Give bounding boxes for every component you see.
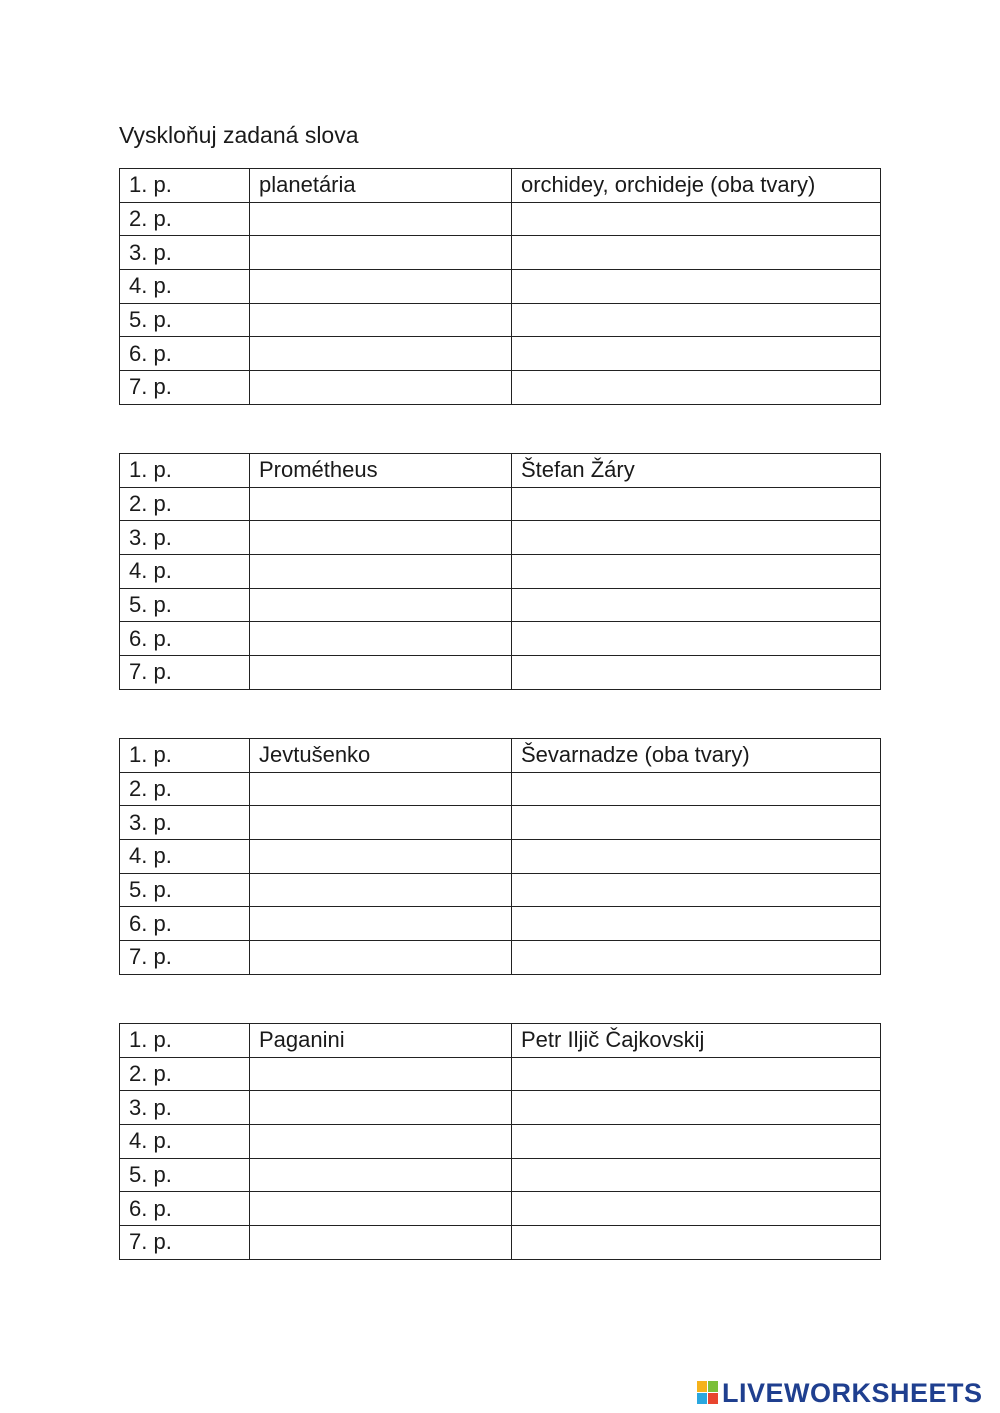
table-row <box>120 873 881 907</box>
word-header-1: Jevtušenko <box>250 739 512 773</box>
case-label: 2. p. <box>120 487 250 521</box>
answer-cell[interactable] <box>250 1057 512 1091</box>
answer-cell[interactable] <box>250 656 512 690</box>
case-label: 5. p. <box>120 1158 250 1192</box>
table-row <box>120 622 881 656</box>
answer-cell[interactable] <box>512 1158 881 1192</box>
case-label: 5. p. <box>120 873 250 907</box>
table-row <box>120 772 881 806</box>
answer-cell[interactable] <box>250 303 512 337</box>
case-label: 2. p. <box>120 202 250 236</box>
table-row <box>120 169 881 203</box>
case-label: 3. p. <box>120 521 250 555</box>
answer-cell[interactable] <box>512 236 881 270</box>
answer-cell[interactable] <box>250 371 512 405</box>
liveworksheets-logo-text: LIVEWORKSHEETS <box>722 1377 983 1408</box>
case-label: 3. p. <box>120 806 250 840</box>
answer-cell[interactable] <box>512 772 881 806</box>
case-label: 4. p. <box>120 270 250 304</box>
table-row <box>120 555 881 589</box>
word-header-2: Ševarnadze (oba tvary) <box>512 739 881 773</box>
case-label: 1. p. <box>120 739 250 773</box>
table-row <box>120 588 881 622</box>
answer-cell[interactable] <box>512 806 881 840</box>
case-label: 6. p. <box>120 1192 250 1226</box>
answer-cell[interactable] <box>250 270 512 304</box>
answer-cell[interactable] <box>512 337 881 371</box>
table-row <box>120 303 881 337</box>
answer-cell[interactable] <box>512 371 881 405</box>
case-label: 2. p. <box>120 1057 250 1091</box>
answer-cell[interactable] <box>512 487 881 521</box>
case-label: 6. p. <box>120 337 250 371</box>
word-header-2: Štefan Žáry <box>512 454 881 488</box>
answer-cell[interactable] <box>250 622 512 656</box>
table-row <box>120 1057 881 1091</box>
declension-table-2 <box>119 453 881 690</box>
answer-cell[interactable] <box>250 873 512 907</box>
word-header-2: orchidey, orchideje (oba tvary) <box>512 169 881 203</box>
answer-cell[interactable] <box>512 555 881 589</box>
table-row <box>120 1091 881 1125</box>
word-header-1: planetária <box>250 169 512 203</box>
table-row <box>120 371 881 405</box>
answer-cell[interactable] <box>512 521 881 555</box>
table-row <box>120 941 881 975</box>
answer-cell[interactable] <box>512 622 881 656</box>
table-row <box>120 806 881 840</box>
answer-cell[interactable] <box>250 840 512 874</box>
answer-cell[interactable] <box>250 337 512 371</box>
case-label: 6. p. <box>120 907 250 941</box>
answer-cell[interactable] <box>512 588 881 622</box>
case-label: 4. p. <box>120 1125 250 1159</box>
liveworksheets-logo-mark-icon <box>697 1381 719 1405</box>
answer-cell[interactable] <box>512 1125 881 1159</box>
answer-cell[interactable] <box>250 202 512 236</box>
answer-cell[interactable] <box>250 588 512 622</box>
declension-table-1 <box>119 168 881 405</box>
answer-cell[interactable] <box>250 772 512 806</box>
answer-cell[interactable] <box>512 202 881 236</box>
answer-cell[interactable] <box>250 1192 512 1226</box>
case-label: 5. p. <box>120 303 250 337</box>
answer-cell[interactable] <box>512 656 881 690</box>
answer-cell[interactable] <box>250 941 512 975</box>
case-label: 1. p. <box>120 1024 250 1058</box>
table-row <box>120 1158 881 1192</box>
answer-cell[interactable] <box>250 521 512 555</box>
case-label: 1. p. <box>120 169 250 203</box>
answer-cell[interactable] <box>250 236 512 270</box>
case-label: 2. p. <box>120 772 250 806</box>
table-row <box>120 487 881 521</box>
answer-cell[interactable] <box>512 907 881 941</box>
table-row <box>120 454 881 488</box>
case-label: 7. p. <box>120 941 250 975</box>
answer-cell[interactable] <box>250 806 512 840</box>
case-label: 5. p. <box>120 588 250 622</box>
liveworksheets-logo <box>697 1378 983 1408</box>
answer-cell[interactable] <box>512 1091 881 1125</box>
table-row <box>120 907 881 941</box>
answer-cell[interactable] <box>250 487 512 521</box>
word-header-2: Petr Iljič Čajkovskij <box>512 1024 881 1058</box>
case-label: 1. p. <box>120 454 250 488</box>
case-label: 7. p. <box>120 1226 250 1260</box>
word-header-1: Paganini <box>250 1024 512 1058</box>
table-row <box>120 236 881 270</box>
declension-table-4 <box>119 1023 881 1260</box>
answer-cell[interactable] <box>512 1226 881 1260</box>
answer-cell[interactable] <box>512 840 881 874</box>
answer-cell[interactable] <box>512 303 881 337</box>
answer-cell[interactable] <box>512 1192 881 1226</box>
answer-cell[interactable] <box>512 873 881 907</box>
case-label: 4. p. <box>120 555 250 589</box>
table-row <box>120 1125 881 1159</box>
table-row <box>120 521 881 555</box>
table-row <box>120 840 881 874</box>
case-label: 3. p. <box>120 1091 250 1125</box>
table-row <box>120 337 881 371</box>
table-row <box>120 202 881 236</box>
answer-cell[interactable] <box>250 1091 512 1125</box>
table-row <box>120 1226 881 1260</box>
answer-cell[interactable] <box>512 270 881 304</box>
case-label: 7. p. <box>120 656 250 690</box>
case-label: 6. p. <box>120 622 250 656</box>
word-header-1: Prométheus <box>250 454 512 488</box>
case-label: 4. p. <box>120 840 250 874</box>
worksheet-instruction: Vyskloňuj zadaná slova <box>119 122 359 148</box>
answer-cell[interactable] <box>250 1125 512 1159</box>
declension-table-3 <box>119 738 881 975</box>
table-row <box>120 739 881 773</box>
table-row <box>120 1024 881 1058</box>
answer-cell[interactable] <box>250 907 512 941</box>
answer-cell[interactable] <box>250 1226 512 1260</box>
case-label: 7. p. <box>120 371 250 405</box>
answer-cell[interactable] <box>512 941 881 975</box>
table-row <box>120 270 881 304</box>
case-label: 3. p. <box>120 236 250 270</box>
table-row <box>120 1192 881 1226</box>
table-row <box>120 656 881 690</box>
answer-cell[interactable] <box>250 1158 512 1192</box>
answer-cell[interactable] <box>512 1057 881 1091</box>
answer-cell[interactable] <box>250 555 512 589</box>
